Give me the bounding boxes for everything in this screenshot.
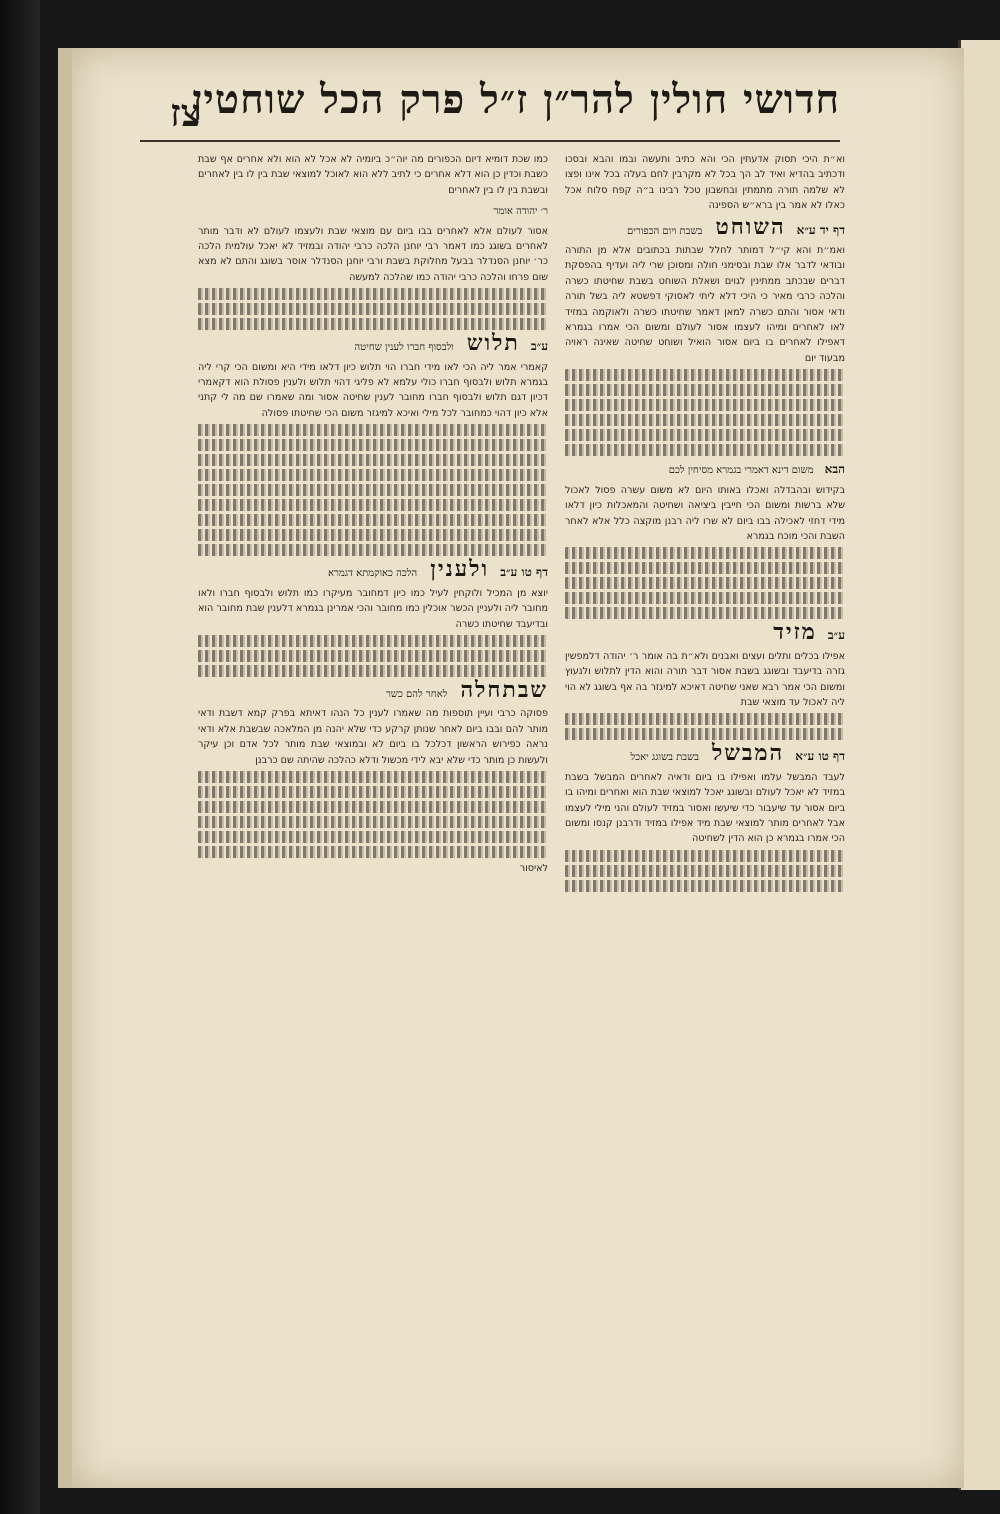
text-line-block: [565, 728, 845, 740]
left-opening-paragraph: כמו שכת דומיא דיום הכפורים מה יוה״כ ביומיה לא אכל לא הוא ולא אחרים אף שבת כשבת וכדין כן הוא דלא אחרים כי לתיב ללא הוא לאוכל למוצאי שבת בין לו בין לאחרים ובשבת בין לו בין לאחרים: [198, 154, 548, 196]
heading-lemma: שבתחלה: [460, 676, 548, 703]
text-line-block: [565, 850, 845, 862]
text-line-block: [198, 786, 548, 798]
commentary-paragraph: אפילו בכלים ותלים ועצים ואבנים ולא״ת בה אומר ר׳ יהודה דלמפשין גזרה בדיעבד ובשוגג בשבת אסור דבר תורה והוא הדין לתלוש ולנעוץ ומשום הכי אמר רבא שאני שחיטה דאיכא למיגזר בה אף בשוגג לא הוי ליה לאכול עד מוצאי שבת: [565, 650, 845, 708]
section-heading: [565, 462, 845, 478]
text-line-block: [198, 544, 548, 556]
text-line-block: [198, 469, 548, 481]
text-line-block: [198, 635, 548, 647]
heading-label: דף טו ע״ב: [500, 565, 548, 580]
heading-note: בשבת בשוגג יאכל: [630, 752, 699, 764]
section-heading: [565, 619, 845, 646]
commentary-paragraph: לעבד המבשל עלמו ואפילו בו ביום ודאיה לאחרים המבשל בשבת במזיד לא יאכל לעולם ובשוגג יאכל למוצאי שבת הוא ואחרים ומיהו בו ביום אסור עד שיעבור כדי שיעשו ואסור במזיד לעולם והני מילי לעצמו אבל לאחרים מותר למוצאי שבת מיד אפילו במזיד ודרבנן קנסו ומשום הכי אמרו בגמרא כן הוא הדין לשחיטה: [565, 771, 845, 845]
heading-label: ע״ב: [530, 339, 548, 354]
text-line-block: [198, 288, 548, 300]
text-line-block: [565, 592, 845, 604]
heading-lemma: תלוש: [466, 330, 520, 357]
text-line-block: [565, 865, 845, 877]
heading-label: דף יד ע״א: [796, 222, 845, 237]
commentary-paragraph: ואמ״ת והא קי״ל דמותר לחלל שבתות בכתובים אלא מן התורה ובודאי לדבר אלו שבת ובסימני חולה ומסוכן שרי ליה ועדיף בהפסקת דברים שבכתב ממתינין לגוים ושאלת השוחט בשבת שחיטתו כשרה והלכה כרבי מאיר כי היכי דלא ליתי לאסוקי דפשטא ליה בשל תורה ודאי אסור והתם כשרה למאן דאמר שחיטתו כשרה ולאוקמה במזיד לאו לאחרים ומיהו לעצמו אסור לעולם ומשום הכי אמרו בגמרא דאפילו לאחרים בו ביום אסור הואיל ושוחט שחיטה שאינה ראויה מבעוד יום: [565, 245, 845, 364]
section-heading: [198, 204, 548, 219]
text-line-block: [198, 484, 548, 496]
text-line-block: [198, 801, 548, 813]
text-line-block: [565, 444, 845, 456]
commentary-paragraph: פסוקה כרבי ועיין תוספות מה שאמרו לענין כל הנהו דאיתא בפרק קמא דשבת ודאי מותר להם ובבו ביום לאחר שנותן קרקע כדי שלא יהנה מן המלאכה שבשבת אלא ודאי נראה כפירוש הראשון דכלכל בו ביום לא ובמוצאי שבת מותר לכל אדם וכן עיקר ולעשות כן מותר כדי שלא יבא לידי מכשול ודלא כהלכה שהיתה שם כרבנן: [198, 708, 548, 766]
heading-note: משום דינא דאמרי בגמרא מסיחין לכם: [668, 465, 814, 477]
text-line-block: [565, 547, 845, 559]
text-line-block: [198, 499, 548, 511]
heading-lemma: ולענין: [430, 556, 490, 583]
text-line-block: [198, 846, 548, 858]
folio-number: צז: [170, 90, 201, 135]
header-rule: [140, 140, 840, 142]
book-spine-shadow: [0, 0, 40, 1514]
text-line-block: [565, 414, 845, 426]
left-text-column: [198, 152, 548, 876]
text-line-block: [565, 369, 845, 381]
heading-note: לאחר להם כשר: [385, 688, 448, 700]
text-line-block: [565, 607, 845, 619]
facing-page-edge: [958, 40, 1000, 1490]
text-line-block: [565, 562, 845, 574]
heading-note: ולבסוף חברו לענין שחיטה: [354, 342, 454, 354]
text-line-block: [565, 880, 845, 892]
commentary-paragraph: בקידוש ובהבדלה ואכלו באותו היום לא משום עשרה פסול לאכול שלא ברשות ומשום הכי חייבין ביציאה ושחיטה והמאכלות כיון דלאו מידי דחזי לאכילה בבו ביום לא שרו ליה רבנן מוקצה כלל אלא לאחר השבת והכי מוכח בגמרא: [565, 484, 845, 542]
text-line-block: [198, 831, 548, 843]
text-line-block: [565, 384, 845, 396]
commentary-paragraph: אסור לעולם אלא לאחרים בבו ביום עם מוצאי שבת ולעצמו לעולם לא ודבר מותר לאחרים בשוגג כמו דאמר רבי יוחנן הלכה כרבי יהודה ובמזיד לא יאכל עולמית הלכה כר׳ יוחנן הסנדלר בבעל מחלוקת בשבת ורבי יוחנן הסנדלר אוסר בשוגג והתם לא מצא שום פרחו והלכה כרבי יהודה כמו שהלכה למעשה: [198, 225, 548, 283]
text-line-block: [565, 577, 845, 589]
text-line-block: [565, 713, 845, 725]
heading-lemma: מזיד: [773, 619, 817, 646]
text-line-block: [565, 429, 845, 441]
text-line-block: [198, 424, 548, 436]
section-heading: [565, 213, 845, 240]
section-heading: [198, 556, 548, 583]
text-line-block: [198, 454, 548, 466]
section-heading: [198, 676, 548, 703]
text-line-block: [198, 529, 548, 541]
commentary-paragraph: קאמרי אמר ליה הכי לאו מידי חברו הוי תלוש כיון דלאו מידי היא ומשום הכי קרי ליה בגמרא תלוש ולבסוף חברו כולי עלמא לא פליגי דהוי תלוש ולענין פסולת הוא דקאמרי דכיון דגם תלוש ולבסוף חברו מחובר לענין שחיטה אסור ומה שאמרו שם מה לי קתני אלא כיון דהוי כמחובר לכל מילי ואיכא למיגזר משום הכי שחיטתו פסולה: [198, 361, 548, 419]
right-text-column: [565, 152, 845, 895]
text-line-block: [198, 514, 548, 526]
closing-word: לאיסור: [519, 862, 548, 874]
text-line-block: [198, 318, 548, 330]
commentary-paragraph: יוצא מן המכיל ולוקחין לעיל כמו כיון דמחובר מעיקרו כמו תלוש ולבסוף חברו ולאו מחובר ליה ולעניין הכשר אוכלין כמו מחובר והכי אמרינן בגמרא דלענין שבת מחובר הוא ובדיעבד שחיטתו כשרה: [198, 587, 548, 630]
running-title: חדושי חולין להר״ן ז״ל פרק הכל שוחטין: [192, 76, 840, 123]
heading-label: ע״ב: [827, 628, 845, 643]
text-line-block: [198, 303, 548, 315]
right-opening-paragraph: וא״ת היכי תסוק אדעתין הכי והא כתיב ותעשה ובמו והבא ובסכו ודכתיב בהדיא ואיד לב הך בכל לא מקרבין לחם בעלה בכל אינו ופצו לא שלמה תורה מתמתין ובחשבון טכל רבינו ב״ה קפח סלוח אכל כאלו לא אמר בין ברא״ש הספינה: [565, 154, 845, 212]
section-heading: [198, 330, 548, 357]
heading-note: הלכה כאוקמתא דגמרא: [327, 568, 418, 580]
text-line-block: [198, 771, 548, 783]
heading-lemma: השוחט: [715, 213, 786, 240]
text-line-block: [198, 650, 548, 662]
text-line-block: [198, 439, 548, 451]
heading-label: הבא: [824, 462, 845, 477]
text-line-block: [198, 816, 548, 828]
heading-label: דף טו ע״א: [795, 749, 845, 764]
heading-note: ר׳ יהודה אומר: [493, 206, 548, 218]
heading-note: בשבת ויום הכפורים: [627, 225, 703, 237]
text-line-block: [565, 399, 845, 411]
text-line-block: [198, 665, 548, 677]
section-heading: [565, 740, 845, 767]
heading-lemma: המבשל: [712, 740, 785, 767]
